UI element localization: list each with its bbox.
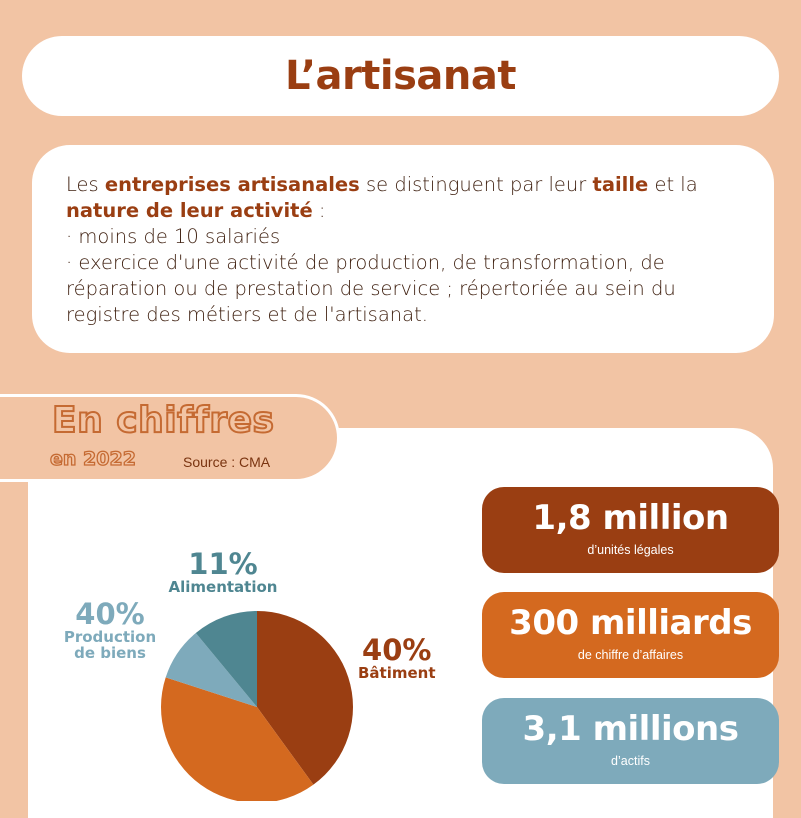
pie-label-pct: 40% (75, 597, 145, 631)
intro-text-part: : (312, 199, 326, 222)
stat-value: 1,8 million (532, 498, 729, 538)
pie-label-category: Production (63, 628, 157, 646)
page-title: L’artisanat (285, 53, 516, 99)
pie-label-alimentation (160, 547, 286, 596)
intro-bullet: · moins de 10 salariés (66, 225, 281, 248)
stat-label: de chiffre d’affaires (577, 648, 684, 662)
stat-card-unites (482, 487, 779, 573)
pie-label-category: Alimentation (168, 578, 278, 596)
intro-text-part: se distinguent par leur (359, 173, 593, 196)
stat-value: 3,1 millions (522, 709, 739, 749)
intro-emphasis: taille (592, 173, 649, 196)
pie-label-category: de biens (74, 644, 146, 662)
section-year: en 2022 (50, 448, 136, 470)
stat-value: 300 milliards (509, 603, 752, 643)
section-title: En chiffres (52, 400, 275, 441)
pie-label-batiment (358, 633, 436, 682)
intro-bullet: · exercice d'une activité de production, de transformation, de réparation ou de prestation de service ; répertoriée au sein du registre des métiers et de l'artisanat. (66, 251, 676, 326)
intro-emphasis: entreprises artisanales (104, 173, 360, 196)
stat-label: d’actifs (611, 754, 650, 768)
intro-text-part: Les (66, 173, 105, 196)
stat-card-actifs (482, 698, 779, 784)
pie-label-pct: 11% (188, 547, 258, 581)
stat-label: d’unités légales (587, 543, 674, 557)
stat-card-chiffre-affaires (482, 592, 779, 678)
intro-text-part: et la (648, 173, 698, 196)
pie-label-production (54, 597, 166, 662)
pie-label-category: Bâtiment (358, 664, 436, 682)
pie-label-pct: 40% (362, 633, 432, 667)
section-source: Source : CMA (183, 454, 271, 470)
intro-emphasis: nature de leur activité (66, 199, 313, 222)
